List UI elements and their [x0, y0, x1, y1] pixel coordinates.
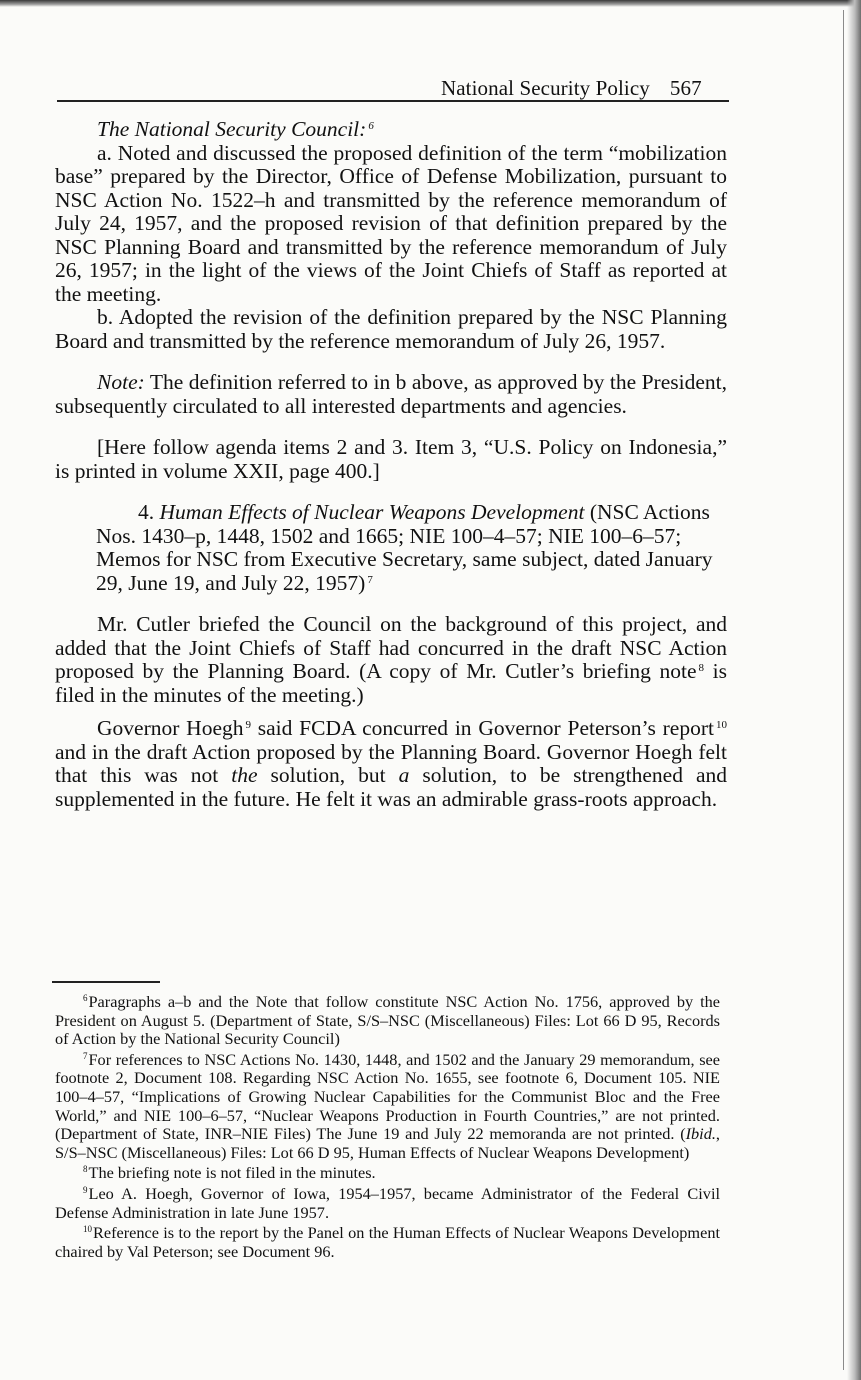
footnote-ref-7: 7 — [367, 573, 373, 586]
footnote-6: $^6$Paragraphs a–b and the Note that follow constitute NSC Action No. 1756, approved by the President on August 5. (Department of State, S/S–NSC (Miscellaneous) Files: Lot 66 D 95, Records of Action by the National Security Council) — [55, 992, 720, 1049]
paragraph-b: b. Adopted the revision of the definition prepared by the NSC Planning Board and transmitted by the reference memorandum of July 26, 1957. — [55, 305, 727, 353]
footnote-7: $^7$For references to NSC Actions No. 1430, 1448, and 1502 and the January 29 memorandum, see footnote 2, Document 108. Regarding NSC Action No. 1655, see footnote 6, Document 105. NIE 100–4–57, “Implications of Growing Nuclear Capabilities for the Communist Bloc and the Free World,” and NIE 100–6–57, “Nuclear Weapons Production in Fourth Countries,” are not printed. (Department of State, INR–NIE Files) The June 19 and July 22 memoranda are not printed. (Ibid., S/S–NSC (Miscellaneous) Files: Lot 66 D 95, Human Effects of Nuclear Weapons Development) — [55, 1049, 720, 1162]
footnote-8: $^8$The briefing note is not filed in the minutes. — [83, 1163, 376, 1183]
note-label: Note: — [97, 370, 145, 394]
hoegh-paragraph: Governor Hoegh $^9$ said FCDA concurred in Governor Peterson’s report $^{10}$ and in the draft Action proposed by the Planning Board. Governor Hoegh felt that this was not the solution, but a solution, to be strengthened and supplemented in the future. He felt it was an admirable grass-roots approach. — [55, 716, 728, 811]
header-rule — [57, 100, 729, 102]
footnotes — [55, 993, 720, 1263]
footnote-ref-6: 6 — [368, 120, 374, 132]
footnote-10: $^{10}$Reference is to the report by the Panel on the Human Effects of Nuclear Weapons Development chaired by Val Peterson; see Document 96. — [55, 1223, 720, 1261]
footnote-rule — [52, 981, 160, 983]
editorial-bracket-note: [Here follow agenda items 2 and 3. Item 3, “U.S. Policy on Indonesia,” is printed in volume XXII, page 400.] — [55, 435, 727, 483]
scan-top-edge — [0, 0, 861, 7]
agenda-item-4: 4. Human Effects of Nuclear Weapons Development (NSC Actions Nos. 1430–p, 1448, 1502 and 1665; NIE 100–4–57; NIE 100–6–57; Memos for NSC from Executive Secretary, same subject, dated January 29, June 19, and July 22, 1957) $^7$ — [96, 500, 713, 595]
paragraph-a: a. Noted and discussed the proposed definition of the term “mobilization base” prepared by the Director, Office of Defense Mobilization, pursuant to NSC Action No. 1522–h and transmitted by the reference memorandum of July 24, 1957, and the proposed revision of that definition prepared by the NSC Planning Board and transmitted by the reference memorandum of July 26, 1957; in the light of the views of the Joint Chiefs of Staff as reported at the meeting. — [55, 140, 727, 306]
running-head — [441, 76, 702, 101]
page-number: 567 — [669, 76, 702, 100]
footnote-ref-8: 8 — [698, 662, 705, 674]
scan-gutter-line — [843, 10, 844, 1370]
agenda-item-title: Human Effects of Nuclear Weapons Development — [159, 500, 585, 524]
note-paragraph: Note: The definition referred to in b above, as approved by the President, subsequently circulated to all interested departments and agencies. — [55, 370, 727, 418]
scan-right-edge — [847, 0, 861, 1380]
section-heading: The National Security Council: $^6$ — [97, 117, 374, 141]
cutler-paragraph: Mr. Cutler briefed the Council on the background of this project, and added that the Joint Chiefs of Staff had concurred in the draft NSC Action proposed by the Planning Board. (A copy of Mr. Cutler’s briefing note $^8$ is filed in the minutes of the meeting.) — [55, 612, 728, 707]
footnote-ref-10: 10 — [716, 719, 727, 731]
footnote-ref-9: 9 — [245, 719, 251, 731]
main-text — [55, 118, 727, 811]
footnote-9: $^9$Leo A. Hoegh, Governor of Iowa, 1954–1957, became Administrator of the Federal Civil Defense Administration in late June 1957. — [55, 1183, 720, 1222]
running-head-title: National Security Policy — [441, 76, 650, 100]
